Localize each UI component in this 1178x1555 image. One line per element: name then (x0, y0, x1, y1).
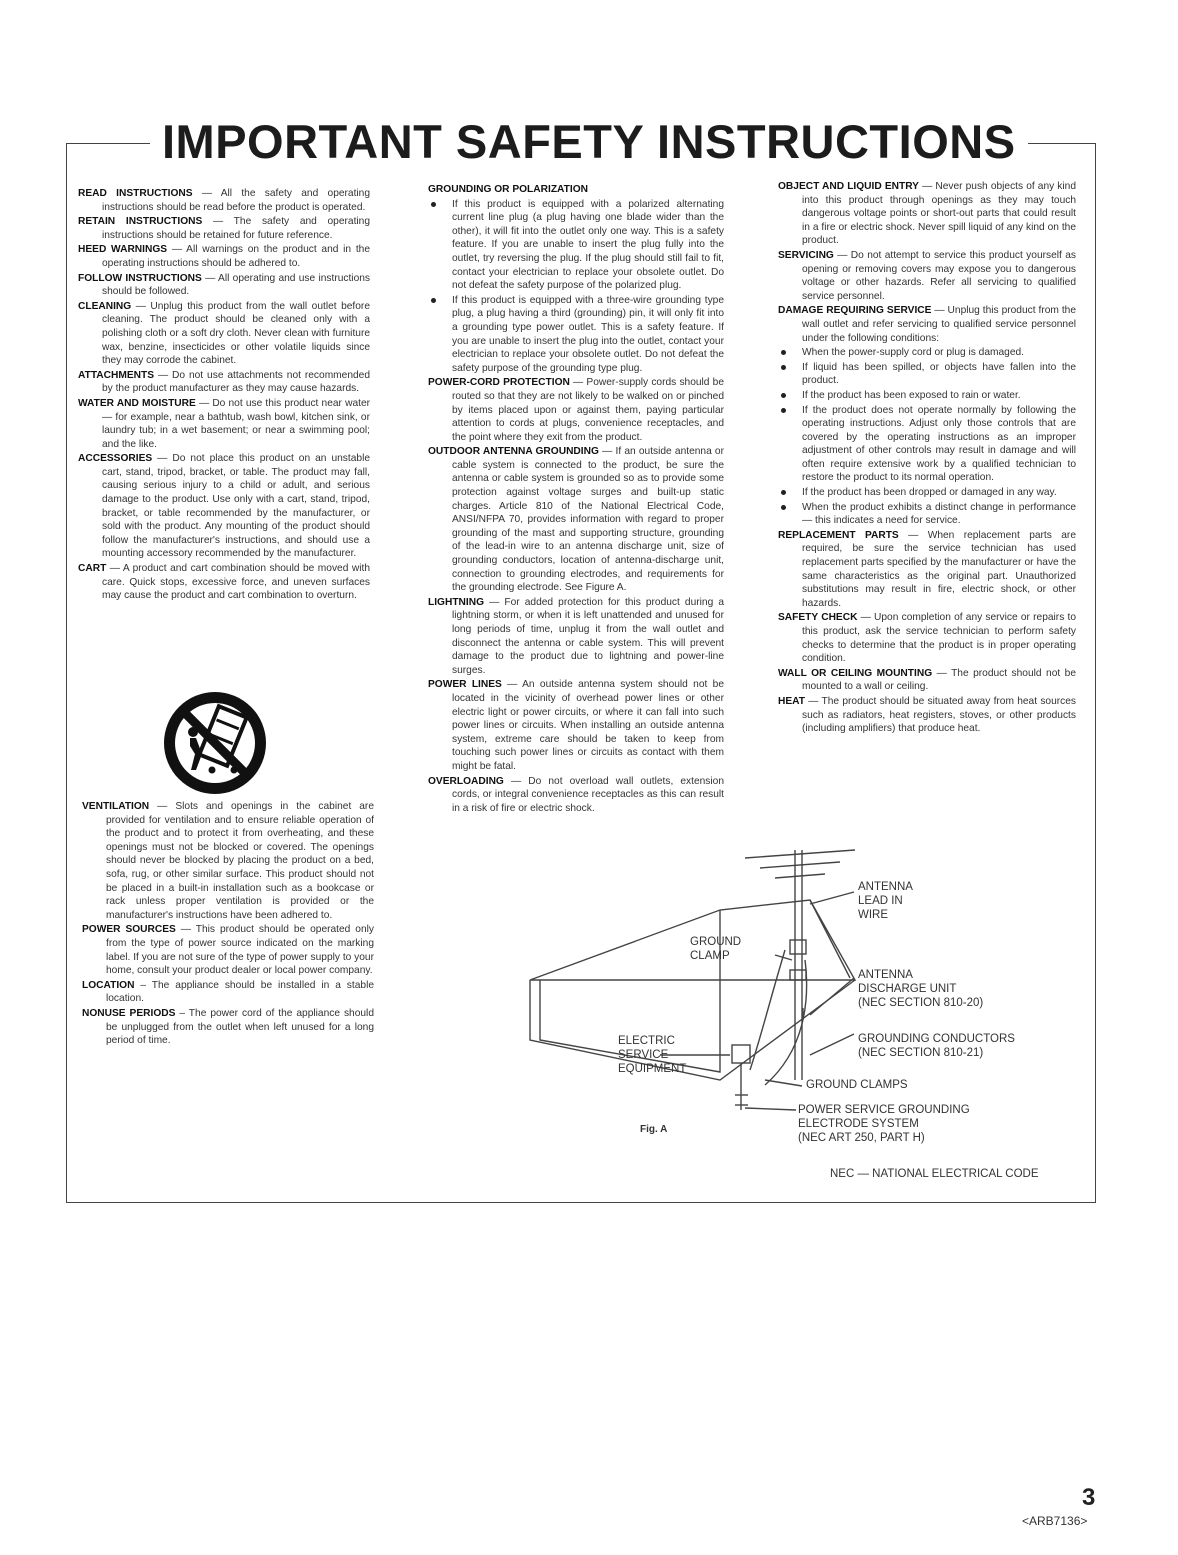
part-number: <ARB7136> (1022, 1514, 1088, 1528)
instruction-item-text: – The power cord of the appliance should be unplugged from the outlet when left unused for a long period of time. (106, 1007, 374, 1047)
instruction-item-heading: RETAIN INSTRUCTIONS (78, 216, 203, 228)
column-left (78, 187, 370, 604)
label-electric-service-equipment: ELECTRIC SERVICE EQUIPMENT (618, 1035, 687, 1075)
instruction-item-text: — Do not attempt to service this product yourself as opening or removing covers may expose you to dangerous voltage or other hazards. Refer all servicing to qualified service personnel. (802, 249, 1076, 302)
damage-condition-bullet: If the product does not operate normally by following the operating instructions. Adjust only those controls that are covered by the operating instructions as an improper adjustment of other controls may result in damage and will often require extensive work by a qualified technician to restore the product to its normal operation. (778, 404, 1076, 486)
grounding-heading: GROUNDING OR POLARIZATION (428, 184, 588, 195)
damage-condition-bullet: If liquid has been spilled, or objects have fallen into the product. (778, 361, 1076, 388)
instruction-item-text: — All the safety and operating instructions should be read before the product is operated. (102, 188, 371, 213)
instruction-item-text: — Do not place this product on an unstable cart, stand, tripod, bracket, or table. The product may fall, causing serious injury to a child or adult, and serious damage to the product. Use only with a cart, stand, tripod, bracket, or table recommended by the manufacturer, or sold with the product. Any mounting of the product should follow the manufacturer's instructions, and should use a mounting accessory recommended by the manufacturer. (102, 453, 370, 560)
instruction-item (428, 596, 724, 678)
instruction-item-text: — A product and cart combination should be moved with care. Quick stops, excessive force, and uneven surfaces may cause the product and cart combination to overturn. (102, 563, 370, 602)
instruction-item (778, 529, 1076, 611)
instruction-item-heading: DAMAGE REQUIRING SERVICE (778, 305, 932, 317)
instruction-item-heading: POWER LINES (428, 679, 502, 691)
column-right (778, 180, 1076, 737)
instruction-item-heading: WALL OR CEILING MOUNTING (778, 667, 933, 679)
instruction-item (78, 300, 370, 368)
instruction-item (428, 775, 724, 816)
instruction-item (778, 304, 1076, 345)
instruction-item (78, 397, 370, 451)
column-left-lower (82, 800, 374, 1049)
label-electrode-system: POWER SERVICE GROUNDING ELECTRODE SYSTEM (NEC ART 250, PART H) (798, 1104, 970, 1144)
instruction-item (778, 611, 1076, 665)
instruction-item-heading: HEAT (778, 695, 805, 707)
cart-tip-over-warning-icon (160, 688, 270, 798)
instruction-item-text: — Do not use this product near water — for example, near a bathtub, wash bowl, kitchen sink, or laundry tub; in a wet basement; or near a swimming pool; and the like. (102, 397, 371, 450)
damage-condition-bullet: When the product exhibits a distinct change in performance — this indicates a need for service. (778, 501, 1076, 528)
instruction-item (428, 678, 724, 773)
page-title: IMPORTANT SAFETY INSTRUCTIONS (150, 112, 1028, 172)
instruction-item (78, 369, 370, 396)
instruction-item (78, 272, 370, 299)
instruction-item-heading: SERVICING (778, 249, 834, 261)
instruction-item-heading: OUTDOOR ANTENNA GROUNDING (428, 446, 599, 458)
instruction-item-heading: OVERLOADING (428, 775, 504, 787)
instruction-item-heading: CLEANING (78, 300, 132, 312)
instruction-item-text: — If an outside antenna or cable system is connected to the product, be sure the antenna or cable system is grounded so as to provide some protection against voltage surges and built-up static charges. Article 810 of the National Electrical Code, ANSI/NFPA 70, provides information with regard to proper grounding of the mast and supporting structure, grounding of the lead-in wire to an antenna discharge unit, size of grounding conductors, location of antenna-discharge unit, connection to grounding electrodes, and requirements for the grounding electrode. See Figure A. (452, 446, 724, 594)
instruction-item-text: — Unplug this product from the wall outlet and refer servicing to qualified service personnel under the following conditions: (802, 305, 1076, 344)
instruction-item (82, 800, 374, 922)
instruction-item-text: — Power-supply cords should be routed so that they are not likely to be walked on or pinched by items placed upon or against them, paying particular attention to cords at plugs, convenience receptacles, and the point where they exit from the product. (452, 377, 724, 443)
instruction-item-heading: OBJECT AND LIQUID ENTRY (778, 181, 919, 192)
instruction-item-text: — This product should be operated only from the type of power source indicated on the marking label. If you are not sure of the type of power supply to your home, consult your product dealer or local power company. (106, 924, 374, 977)
instruction-item-text: — Upon completion of any service or repairs to this product, ask the service technician to perform safety checks to determine that the product is in proper operating condition. (802, 612, 1076, 665)
instruction-item-heading: FOLLOW INSTRUCTIONS (78, 272, 202, 284)
instruction-item-text: – The appliance should be installed in a stable location. (106, 979, 374, 1005)
instruction-item (428, 376, 724, 444)
instruction-item-text: — When replacement parts are required, be sure the service technician has used replacement parts specified by the manufacturer or have the same characteristics as the original part. Unauthorized substitutions may result in fire, electric shock, or other hazards. (802, 529, 1076, 609)
damage-condition-bullet: If the product has been dropped or damaged in any way. (778, 486, 1076, 500)
instruction-item-heading: POWER-CORD PROTECTION (428, 377, 570, 389)
column-middle (428, 183, 724, 816)
instruction-item-heading: ATTACHMENTS (78, 369, 155, 381)
instruction-item-heading: POWER SOURCES (82, 924, 176, 936)
instruction-item-heading: LIGHTNING (428, 596, 485, 608)
instruction-item (78, 187, 370, 214)
instruction-item (78, 215, 370, 242)
label-ground-clamps: GROUND CLAMPS (806, 1079, 908, 1091)
instruction-item (778, 695, 1076, 736)
instruction-item-heading: ACCESSORIES (78, 453, 153, 465)
instruction-item-heading: LOCATION (82, 979, 135, 991)
instruction-item-text: — Unplug this product from the wall outlet before cleaning. The product should be cleaned only with a polishing cloth or a soft dry cloth. Never clean with furniture wax, benzine, insecticides or other volatile liquids since they may corrode the cabinet. (102, 300, 370, 367)
label-antenna-discharge-unit: ANTENNA DISCHARGE UNIT (NEC SECTION 810-20) (858, 969, 984, 1009)
grounding-bullet: If this product is equipped with a three-wire grounding type plug, a plug having a third (grounding) pin, it will only fit into a grounding type power outlet. This is a safety feature. If you are unable to insert the plug into the outlet, contact your electrician to replace your obsolete outlet. Do not defeat the safety purpose of the grounding type plug. (428, 294, 724, 376)
instruction-item (82, 1007, 374, 1048)
instruction-item (778, 180, 1076, 248)
damage-condition-bullet: When the power-supply cord or plug is damaged. (778, 346, 1076, 360)
instruction-item-heading: READ INSTRUCTIONS (78, 188, 193, 199)
instruction-item-text: — The product should not be mounted to a wall or ceiling. (802, 667, 1076, 693)
instruction-item-heading: HEED WARNINGS (78, 244, 168, 256)
instruction-item-heading: WATER AND MOISTURE (78, 397, 196, 409)
instruction-item (428, 445, 724, 595)
label-grounding-conductors: GROUNDING CONDUCTORS (NEC SECTION 810-21) (858, 1033, 1015, 1059)
instruction-item (778, 667, 1076, 694)
instruction-item-heading: CART (78, 563, 107, 575)
instruction-item (78, 562, 370, 603)
instruction-item-text: — All warnings on the product and in the operating instructions should be adhered to. (102, 244, 370, 269)
instruction-item (78, 452, 370, 561)
instruction-item (82, 923, 374, 977)
instruction-item-text: — The product should be situated away from heat sources such as radiators, heat registers, stoves, or other products (including amplifiers) that produce heat. (802, 695, 1076, 735)
instruction-item-text: — Never push objects of any kind into this product through openings as they may touch dangerous voltage points or short-out parts that could result in a fire or electric shock. Never spill liquid of any kind on the product. (802, 181, 1076, 247)
figure-caption: Fig. A (640, 1124, 668, 1135)
label-ground-clamp: GROUND CLAMP (690, 936, 742, 962)
page-number: 3 (1082, 1484, 1096, 1511)
grounding-bullet: If this product is equipped with a polarized alternating current line plug (a plug having one blade wider than the other), it will fit into the outlet only one way. This is a safety feature. If you are unable to insert the plug fully into the outlet, try reversing the plug. If the plug should still fail to fit, contact your electrician to replace your obsolete outlet. Do not defeat the safety purpose of the polarized plug. (428, 198, 724, 293)
instruction-item-text: — Do not use attachments not recommended by the product manufacturer as they may cause hazards. (102, 369, 370, 395)
label-antenna-lead-in-wire: ANTENNA LEAD IN WIRE (858, 881, 913, 921)
instruction-item-heading: VENTILATION (82, 801, 150, 812)
instruction-item (778, 249, 1076, 303)
instruction-item-text: — Do not overload wall outlets, extension cords, or integral convenience receptacles as this can result in a risk of fire or electric shock. (452, 775, 724, 814)
instruction-item-heading: SAFETY CHECK (778, 612, 858, 624)
instruction-item (78, 243, 370, 270)
instruction-item-text: — Slots and openings in the cabinet are provided for ventilation and to ensure reliable operation of the product and to protect it from overheating, and these openings must not be blocked or covered. The openings should never be blocked by placing the product on a bed, sofa, rug, or other similar surface. This product should not be placed in a built-in installation such as a bookcase or rack unless proper ventilation is provided or the manufacturer's instructions have been adhered to. (106, 801, 374, 921)
instruction-item-text: — For added protection for this product during a lightning storm, or when it is left unattended and unused for long periods of time, unplug it from the wall outlet and disconnect the antenna or cable system. This will prevent damage to the product due to lightning and power-line surges. (452, 596, 724, 676)
nec-note: NEC — NATIONAL ELECTRICAL CODE (830, 1168, 1039, 1180)
instruction-item (82, 979, 374, 1006)
instruction-item-heading: REPLACEMENT PARTS (778, 529, 899, 541)
instruction-item-text: — An outside antenna system should not be located in the vicinity of overhead power lines or other electric light or power circuits, or where it can fall into such power lines or circuits. When installing an outside antenna system, extreme care should be taken to keep from touching such power lines or circuits as contact with them might be fatal. (452, 679, 724, 772)
instruction-item-heading: NONUSE PERIODS (82, 1007, 176, 1019)
instruction-item-text: — The safety and operating instructions should be retained for future reference. (102, 216, 370, 241)
instruction-item-text: — All operating and use instructions should be followed. (102, 272, 371, 298)
damage-condition-bullet: If the product has been exposed to rain or water. (778, 389, 1076, 403)
